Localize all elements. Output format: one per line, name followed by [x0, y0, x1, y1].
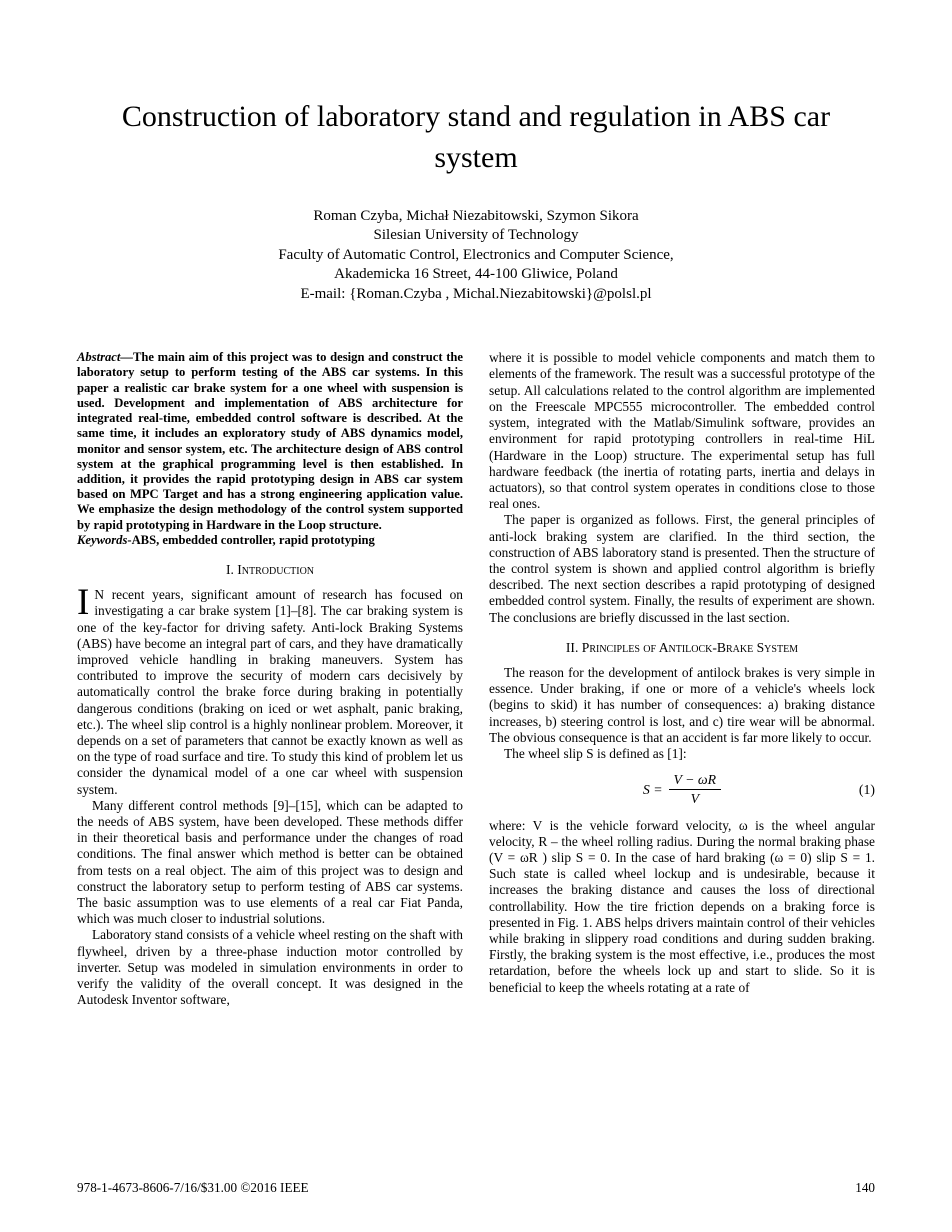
equation-fraction — [669, 772, 722, 807]
keywords-text: -ABS, embedded controller, rapid prototyping — [127, 532, 375, 547]
paragraph: Laboratory stand consists of a vehicle wheel resting on the shaft with flywheel, driven by a three-phase induction motor controlled by inverter. Setup was modeled in simulation environments in order to verify the validity of the overall concept. It was designed in the Autodesk Inventor software, — [77, 927, 463, 1008]
page-footer — [77, 1180, 875, 1196]
paragraph — [77, 582, 463, 798]
paragraph: Many different control methods [9]–[15], which can be adapted to the needs of ABS system, have been developed. These methods differ in their theoretical basis and performance under the changes of road conditions. The final answer which method is better can be obtained from tests on a real object. The aim of this project was to design and construct the laboratory setup to perform testing of ABS car systems. The basic assumption was to use elements of a real car Fiat Panda, which was much closer to industrial solutions. — [77, 797, 463, 927]
page-number: 140 — [855, 1180, 875, 1195]
equation-lhs: S = — [642, 781, 663, 797]
equation-numerator: V − ωR — [669, 772, 722, 790]
paragraph: The reason for the development of antilock brakes is very simple in essence. Under braking, if one or more of a vehicle's wheels lock (begins to skid) it has number of consequences: a) braking distance increases, b) steering control is lost, and c) tire wear will be abnormal. The obvious consequence is that an accident is far more likely to occur. — [489, 664, 875, 745]
equation-body — [643, 772, 721, 807]
two-column-body — [77, 350, 875, 1008]
abstract — [77, 350, 463, 532]
copyright-notice: 978-1-4673-8606-7/16/$31.00 ©2016 IEEE — [77, 1180, 309, 1195]
paragraph-text: N recent years, significant amount of research has focused on investigating a car brake system [1]–[8]. The car braking system is one of the key-factor for driving safety. Anti-lock Braking Systems (ABS) have become an integral part of cars, and they have dramatically improved vehicle handling in braking maneuvers. System has contributed to improve the security of modern cars decisively by automatically control the brake force during braking in potentially dangerous conditions (braking on iced or wet asphalt, panic braking, etc.). The wheel slip control is a highly nonlinear problem. Moreover, it depends on a set of parameters that cannot be exactly known as well as on the type of road surface and tire. To study this kind of problem let us consider the dynamical model of a one car wheel with suspension system. — [77, 587, 463, 797]
author-block — [77, 207, 875, 305]
right-column — [489, 350, 875, 1008]
paragraph: where: V is the vehicle forward velocity, ω is the wheel angular velocity, R – the wheel rolling radius. During the normal braking phase (V = ωR ) slip S = 0. In the case of hard braking (ω = 0) slip S = 1. Such state is called wheel lockup and is undesirable, because it increases the braking distance and causes the loss of directional controllability. How the tire friction depends on a braking force is presented in Fig. 1. ABS helps drivers maintain control of their vehicles while braking in slippery road conditions and during sudden braking. Firstly, the braking system is the most effective, i.e., produces the most retardation, before the wheels lock up and start to slide. So it is beneficial to keep the wheels rotating at a rate of — [489, 817, 875, 995]
left-column — [77, 350, 463, 1008]
keywords-label: Keywords — [77, 532, 128, 547]
paragraph: The paper is organized as follows. First, the general principles of anti-lock braking system are clarified. In the third section, the construction of ABS laboratory stand is presented. Then the structure of the control system is shown and applied control algorithm is briefly described. The next section describes a rapid prototyping of designed embedded control system. Finally, the results of experiment are shown. The conclusions are briefly discussed in the last section. — [489, 512, 875, 625]
equation-1 — [489, 772, 875, 807]
section-heading-introduction: I. Introduction — [225, 561, 315, 577]
dropcap: I — [77, 582, 90, 624]
equation-number: (1) — [858, 781, 875, 797]
affiliation-line: Akademicka 16 Street, 44-100 Gliwice, Poland — [334, 266, 618, 283]
affiliation-line: Faculty of Automatic Control, Electronics and Computer Science, — [278, 246, 674, 263]
paragraph: The wheel slip S is defined as [1]: — [504, 745, 687, 761]
paragraph: where it is possible to model vehicle components and match them to elements of the framework. The result was a successful prototype of the setup. All calculations related to the control algorithm are implemented on the Freescale MPC555 microcontroller. The embedded control system, integrated with the Matlab/Simulink software, provides an environment for rapid prototyping controllers in real-time HiL (Hardware in the Loop) structure. The experimental setup has full hardware feedback (the inertia of rotating parts, inertia and delays in actuators), so that control system operates in conditions close to those real ones. — [489, 350, 875, 512]
abstract-label: Abstract— — [77, 350, 133, 365]
abstract-text: The main aim of this project was to design and construct the laboratory setup to perform testing of the ABS car systems. In this paper a realistic car brake system for a one wheel with suspension is used. Development and implementation of ABS architecture for integrated real-time, embedded control software is described. At the same time, it includes an exploratory study of ABS dynamics model, monitor and sensor system, etc. The architecture design of ABS control system at the graphical programming level is then established. In addition, it provides the rapid prototyping design in ABS car system based on MPC Target and has a strong engineering application value. We emphasize the design methodology of the control system supported by rapid prototyping in Hardware in the Loop structure. — [77, 350, 463, 532]
section-heading-principles: II. Principles of Antilock-Brake System — [565, 639, 799, 655]
keywords — [77, 533, 463, 548]
email-line: E-mail: {Roman.Czyba , Michal.Niezabitowski}@polsl.pl — [300, 285, 652, 302]
authors: Roman Czyba, Michał Niezabitowski, Szymon Sikora — [313, 207, 639, 224]
affiliation-line: Silesian University of Technology — [373, 227, 579, 244]
paper-title: Construction of laboratory stand and regulation in ABS car system — [121, 100, 831, 175]
equation-denominator: V — [690, 791, 700, 807]
